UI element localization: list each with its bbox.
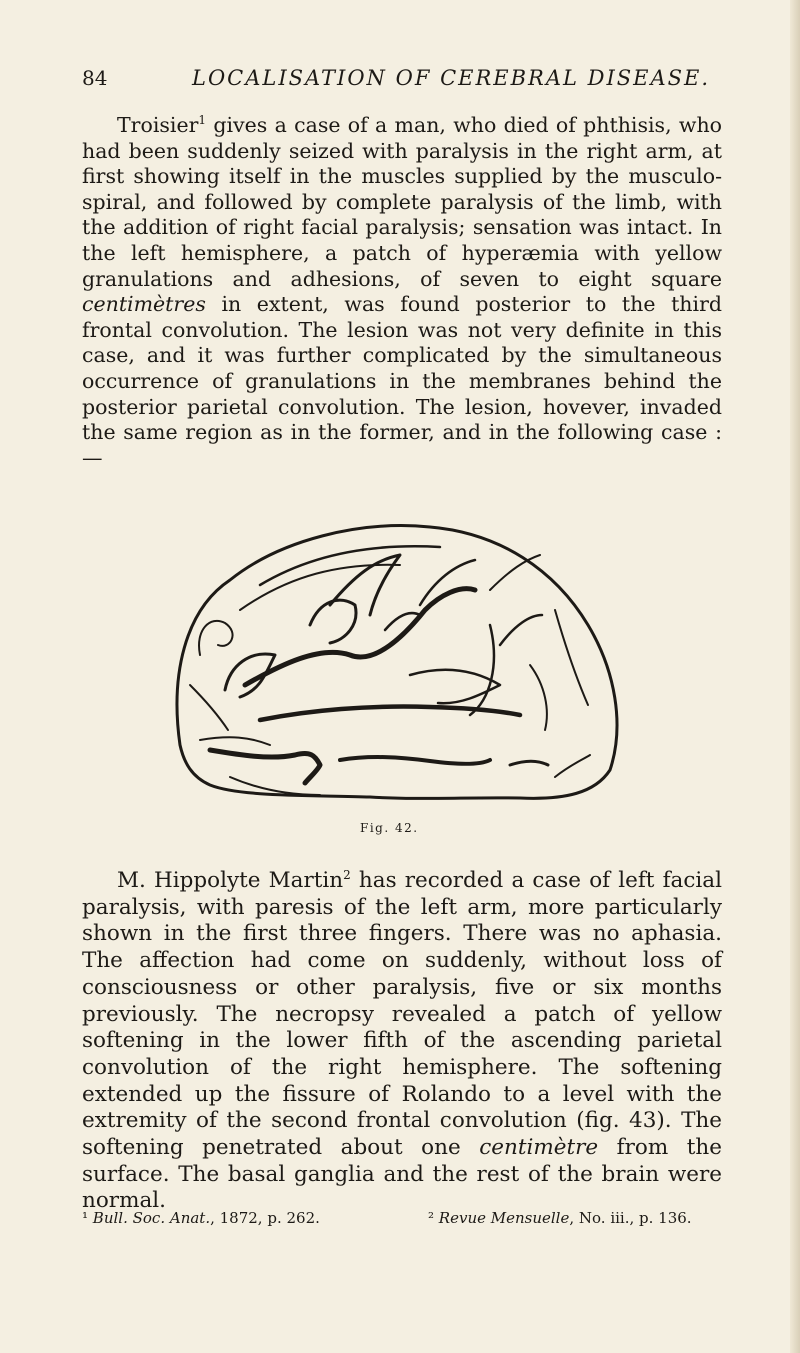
sulcus-line <box>310 600 356 643</box>
paragraph-martin <box>82 868 722 1215</box>
sylvian-fissure <box>260 707 520 720</box>
paragraph-troisier <box>82 113 722 471</box>
temporal-sulcus <box>340 757 490 764</box>
author-name: Troisier <box>117 113 199 137</box>
sulcus-line <box>240 565 400 610</box>
sulcus-line <box>420 560 475 605</box>
page-edge <box>790 0 800 1353</box>
temporal-sulcus <box>555 755 590 777</box>
sulcus-line <box>555 610 588 705</box>
sulcus-line <box>500 615 542 645</box>
footnote-citation: , 1872, p. 262. <box>210 1209 320 1227</box>
paragraph-text: in extent, was found posterior to the third frontal convolution. The lesion was not very definite in this case, and it was further complicated by the simultaneous occurrence of granulations in the membranes behind the posterior parietal convolution. The lesion, hovever, invaded the same region as in the former, and in the following case :— <box>82 292 722 470</box>
page-header <box>82 66 722 96</box>
footnote-ref-2: 2 <box>343 867 351 882</box>
footnote-source: Revue Mensuelle <box>438 1209 570 1227</box>
sulcus-line <box>530 665 547 730</box>
sulcus-line <box>470 625 494 715</box>
italic-term: centimètre <box>479 1135 599 1161</box>
sulcus-line <box>260 546 440 585</box>
running-title: LOCALISATION OF CEREBRAL DISEASE. <box>192 66 711 90</box>
page-number: 84 <box>82 66 108 90</box>
footnote-1 <box>82 1209 320 1227</box>
temporal-sulcus <box>510 761 548 765</box>
footnote-citation: , No. iii., p. 136. <box>569 1209 692 1227</box>
italic-term: centimètres <box>82 292 206 317</box>
paragraph-text: gives a case of a man, who died of phthisis, who had been suddenly seized with paralysis in the right arm, at first showing itself in the muscles supplied by the musculo-spiral, and followed by complete paralysis of the limb, with the addition of right facial paralysis; sensation was intact. In the left hemisphere, a patch of hyperæmia with yellow granulations and adhesions, of seven to eight square <box>82 113 722 291</box>
sulcus-line <box>200 737 270 745</box>
footnote-mark: ² <box>428 1209 435 1227</box>
paragraph-text: from the surface. The basal ganglia and the rest of the brain were normal. <box>82 1135 722 1214</box>
footnote-ref-1: 1 <box>198 113 207 128</box>
brain-outline-drawing <box>170 515 630 805</box>
footnote-source: Bull. Soc. Anat. <box>92 1209 211 1227</box>
temporal-sulcus <box>210 750 320 783</box>
author-name: M. Hippolyte Martin <box>117 868 344 893</box>
footnote-mark: ¹ <box>82 1209 89 1227</box>
sulcus-line <box>190 685 228 730</box>
sulcus-line <box>490 555 540 590</box>
figure-caption: Fig. 42. <box>360 821 419 835</box>
sulcus-line <box>199 621 233 655</box>
brain-figure <box>170 515 630 805</box>
footnote-2 <box>428 1209 692 1227</box>
sulcus-line <box>410 670 500 703</box>
paragraph-text: has recorded a case of left facial paralysis, with paresis of the left arm, more particularly shown in the first three fingers. There was no aphasia. The affection had come on suddenly, without loss of consciousness or other paralysis, five or six months previously. The necropsy revealed a patch of yellow softening in the lower fifth of the ascending parietal convolution of the right hemisphere. The softening extended up the fissure of Rolando to a level with the extremity of the second frontal convolution (fig. 43). The softening penetrated about one <box>82 868 722 1161</box>
